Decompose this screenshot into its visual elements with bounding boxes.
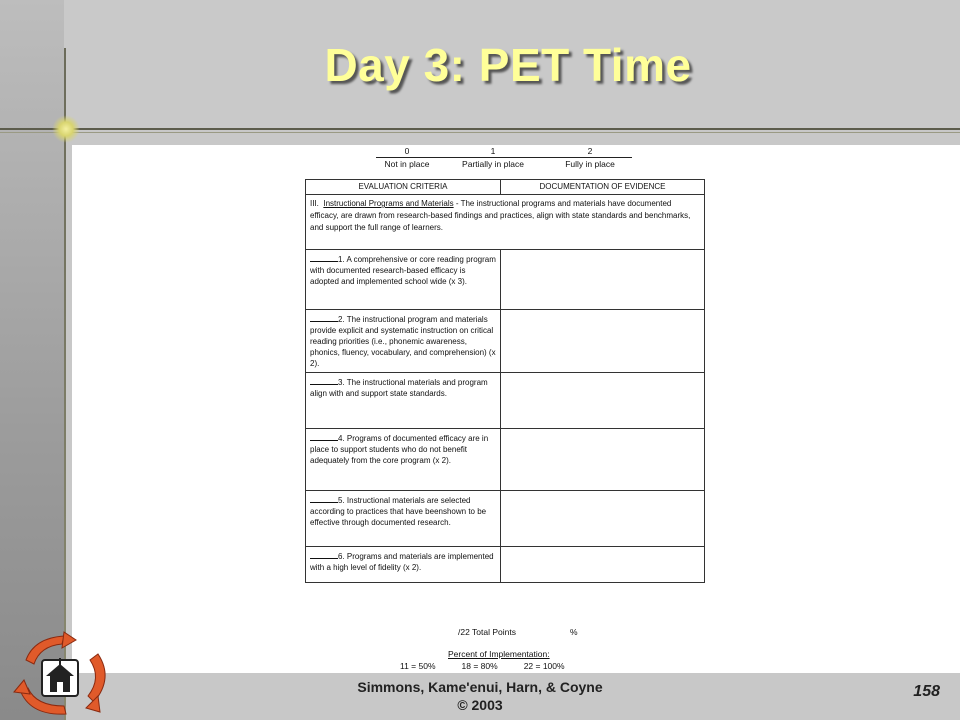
implementation-level: 22 = 100% — [523, 661, 565, 671]
school-bell-icon — [59, 658, 61, 666]
rating-scale — [376, 146, 632, 169]
section-intro-row — [306, 195, 705, 250]
implementation-title: Percent of Implementation: — [448, 649, 550, 659]
slide-title: Day 3: PET Time — [324, 39, 692, 91]
criterion-text: 1. A comprehensive or core reading program with documented research-based efficacy is adopted and implemented school wide (x 3). — [310, 255, 496, 286]
table-header-row — [306, 180, 705, 195]
accent-glow — [52, 115, 80, 143]
evidence-cell[interactable] — [501, 547, 705, 583]
vertical-accent-line — [64, 48, 66, 720]
rating-blank[interactable] — [310, 313, 338, 322]
totals-line — [458, 627, 578, 637]
total-points: /22 Total Points — [458, 627, 516, 637]
criterion-cell — [306, 373, 501, 429]
evaluation-table — [305, 179, 705, 583]
table-row — [306, 373, 705, 429]
rating-number: 1 — [490, 146, 496, 156]
footer-copyright: © 2003 — [457, 697, 503, 713]
table-row — [306, 250, 705, 310]
table-row — [306, 310, 705, 373]
rating-blank[interactable] — [310, 253, 338, 262]
arrow-head-icon — [14, 680, 30, 694]
section-title: Instructional Programs and Materials — [323, 199, 454, 208]
evidence-cell[interactable] — [501, 250, 705, 310]
horizontal-accent-line-secondary — [0, 132, 960, 133]
rating-blank[interactable] — [310, 432, 338, 441]
implementation-scale — [400, 661, 565, 671]
header-evaluation-criteria: EVALUATION CRITERIA — [306, 180, 501, 195]
recycle-arrow-icon — [88, 654, 105, 702]
header-documentation-of-evidence: DOCUMENTATION OF EVIDENCE — [501, 180, 705, 195]
criterion-cell — [306, 250, 501, 310]
criterion-text: 3. The instructional materials and program align with and support state standards. — [310, 378, 488, 398]
rating-blank[interactable] — [310, 494, 338, 503]
evidence-cell[interactable] — [501, 491, 705, 547]
evidence-cell[interactable] — [501, 373, 705, 429]
criterion-cell — [306, 547, 501, 583]
table-row — [306, 429, 705, 491]
criterion-text: 6. Programs and materials are implemented with a high level of fidelity (x 2). — [310, 552, 494, 572]
left-background-band — [0, 0, 64, 720]
rating-blank[interactable] — [310, 376, 338, 385]
implementation-level: 18 = 80% — [461, 661, 498, 671]
table-row — [306, 491, 705, 547]
criterion-cell — [306, 491, 501, 547]
page-number: 158 — [913, 683, 940, 700]
footer-authors: Simmons, Kame'enui, Harn, & Coyne — [357, 679, 603, 695]
rating-label: Fully in place — [565, 159, 615, 169]
total-percent: % — [570, 627, 578, 637]
rating-label: Not in place — [384, 159, 430, 169]
criterion-cell — [306, 310, 501, 373]
school-door-icon — [57, 682, 63, 692]
footer — [280, 678, 680, 714]
table-row — [306, 547, 705, 583]
criterion-text: 5. Instructional materials are selected according to practices that have beenshown to be effective through documented research. — [310, 496, 487, 527]
implementation-level: 11 = 50% — [400, 661, 436, 671]
section-number: III. — [310, 199, 319, 208]
criterion-text: 4. Programs of documented efficacy are in place to support students who do not benefit adequately from the core program (x 2). — [310, 434, 489, 465]
school-home-icon[interactable] — [6, 630, 116, 718]
evidence-cell[interactable] — [501, 310, 705, 373]
horizontal-accent-line — [0, 128, 960, 130]
rating-blank[interactable] — [310, 550, 338, 559]
rating-label: Partially in place — [462, 159, 524, 169]
rating-number: 2 — [587, 146, 593, 156]
criterion-cell — [306, 429, 501, 491]
arrow-head-icon — [62, 632, 76, 648]
section-intro — [306, 195, 705, 250]
rating-number: 0 — [404, 146, 410, 156]
section-description: - The instructional programs and materials have documented efficacy, are drawn from research-based findings and practices, align with state standards and benchmarks, and support the full range of learners. — [310, 199, 691, 232]
evidence-cell[interactable] — [501, 429, 705, 491]
criterion-text: 2. The instructional program and materials provide explicit and systematic instruction on critical reading priorities (i.e., phonemic awareness, phonics, fluency, vocabulary, and comprehension) (x 2). — [310, 315, 496, 368]
